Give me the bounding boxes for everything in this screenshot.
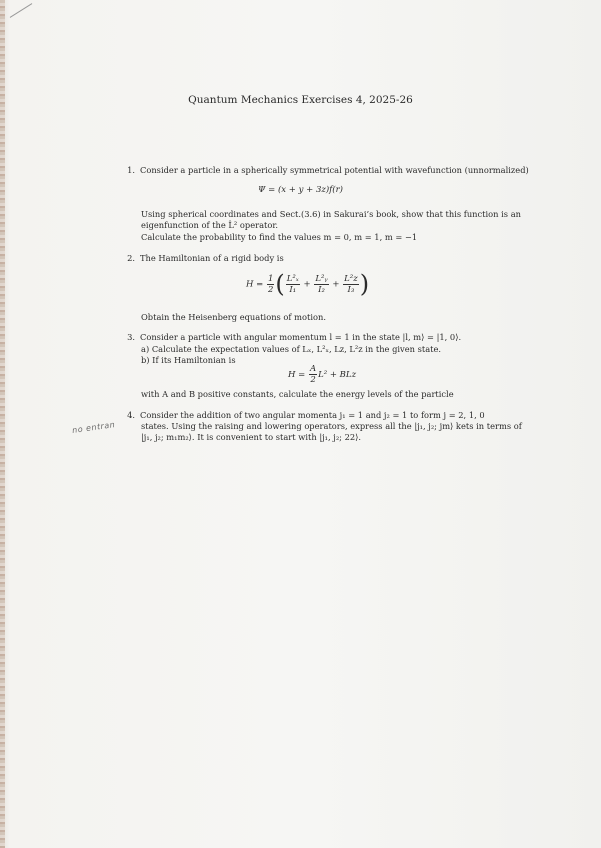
left-paren: ( — [275, 270, 285, 298]
equation-lhs: H = — [246, 279, 264, 290]
right-paren: ) — [359, 270, 370, 298]
problem-4-line-2: states. Using the raising and lowering operators, express all the |j₁, j₂; jm⟩ kets in terms of — [141, 421, 522, 431]
problem-3-after: with A and B positive constants, calculate the energy levels of the particle — [141, 389, 454, 399]
problem-4-line-1: Consider the addition of two angular momenta j₁ = 1 and j₂ = 1 to form j = 2, 1, 0 — [140, 410, 485, 420]
problem-1-line-3: Calculate the probability to find the values m = 0, m = 1, m = −1 — [141, 232, 418, 242]
term-y-numerator: L²ᵧ — [315, 273, 328, 284]
problem-2-intro: The Hamiltonian of a rigid body is — [140, 253, 284, 263]
term-y — [314, 274, 328, 295]
eq3-numerator: A — [309, 364, 317, 374]
half-numerator: 1 — [267, 273, 274, 284]
half-fraction — [267, 274, 274, 295]
problem-2-equation — [246, 270, 369, 298]
problem-1-equation: Ψ = (x + y + 3z)f(r) — [258, 185, 343, 195]
term-x-numerator: L²ₓ — [286, 273, 299, 284]
eq3-rest: L² + BLz — [318, 370, 357, 380]
problem-2-number: 2. — [127, 253, 135, 263]
problem-1-intro: Consider a particle in a spherically symmetrical potential with wavefunction (unnormalized) — [140, 165, 529, 175]
page-title: Quantum Mechanics Exercises 4, 2025-26 — [188, 94, 413, 106]
eq3-lhs: H = — [288, 370, 306, 380]
problem-1-line-2: eigenfunction of the L̂² operator. — [141, 220, 279, 230]
problem-3-part-a: a) Calculate the expectation values of Lₓ, L²ₓ, Lz, L²z in the given state. — [141, 344, 442, 354]
problem-4-number: 4. — [127, 410, 135, 420]
problem-3-number: 3. — [127, 332, 135, 342]
term-x-denominator: I₁ — [289, 284, 297, 295]
eq3-fraction — [309, 364, 317, 385]
term-z-denominator: I₃ — [347, 284, 355, 295]
eq3-denominator: 2 — [310, 375, 316, 385]
term-x — [286, 274, 300, 295]
problem-2-after: Obtain the Heisenberg equations of motion. — [141, 312, 326, 322]
term-z — [343, 274, 359, 295]
half-denominator: 2 — [267, 284, 274, 295]
problem-4-line-3: |j₁, j₂; m₁m₂⟩. It is convenient to start with |j₁, j₂; 22⟩. — [141, 432, 362, 442]
problem-1-number: 1. — [127, 165, 135, 175]
plus-2: + — [332, 279, 340, 290]
problem-3-equation — [288, 364, 356, 385]
problem-1-line-1: Using spherical coordinates and Sect.(3.6) in Sakurai’s book, show that this function is an — [141, 209, 521, 219]
handwritten-note: no entran — [71, 420, 116, 435]
problem-3-intro: Consider a particle with angular momentum l = 1 in the state |l, m⟩ = |1, 0⟩. — [140, 332, 462, 342]
term-y-denominator: I₂ — [318, 284, 325, 295]
term-z-numerator: L²z — [344, 273, 358, 284]
problem-3-part-b: b) If its Hamiltonian is — [141, 355, 236, 365]
pencil-mark — [10, 3, 33, 18]
paper-edge — [0, 0, 5, 848]
plus-1: + — [303, 279, 311, 290]
